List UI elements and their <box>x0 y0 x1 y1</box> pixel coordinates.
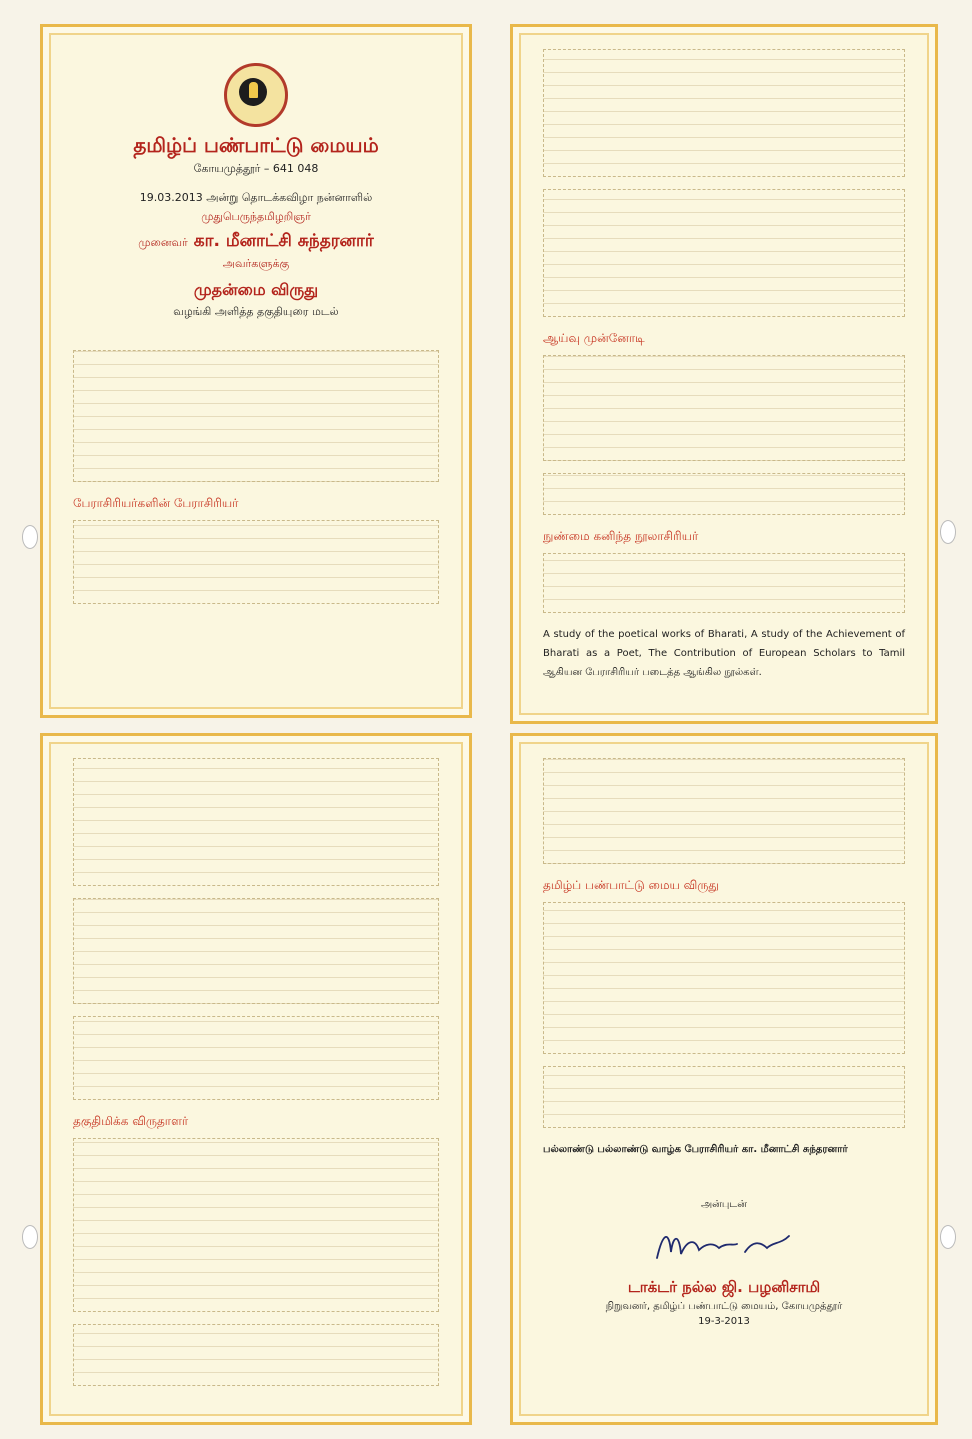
binder-hole <box>22 1225 38 1249</box>
sign-off: அன்புடன் <box>701 1199 747 1210</box>
english-works-paragraph: A study of the poetical works of Bharati, A study of the Achievement of Bharati as a Poet, The Contribution of European Scholars to Tamil ஆகியன பேராசிரியர் படைத்த ஆங்கில நூல்கள். <box>543 629 905 678</box>
paragraph-illegible <box>73 758 439 886</box>
paragraph-illegible <box>543 189 905 317</box>
paragraph-illegible <box>73 350 439 482</box>
paragraph-illegible <box>543 473 905 515</box>
paragraph-illegible <box>543 355 905 461</box>
section-heading: ஆய்வு முன்னோடி <box>543 331 645 345</box>
award-title: முதன்மை விருது <box>193 280 319 299</box>
signature-block <box>543 1199 905 1327</box>
organization-title: தமிழ்ப் பண்பாட்டு மையம் <box>133 133 379 157</box>
handwritten-signature <box>649 1222 799 1268</box>
to-line: அவர்களுக்கு <box>222 257 290 270</box>
binder-hole <box>22 525 38 549</box>
paragraph-illegible <box>73 898 439 1004</box>
panel-bottom-right <box>510 733 938 1425</box>
organization-city: கோயமுத்தூர் – 641 048 <box>193 162 319 175</box>
honoree-name: கா. மீனாட்சி சுந்தரனார் <box>193 231 374 251</box>
paragraph-illegible <box>73 1016 439 1100</box>
signer-title: நிறுவனர், தமிழ்ப் பண்பாட்டு மையம், கோயமுத்தூர் <box>605 1301 843 1312</box>
binder-hole <box>940 1225 956 1249</box>
binder-hole <box>940 520 956 544</box>
date-line: 19.03.2013 அன்று தொடக்கவிழா நன்னாளில் <box>139 191 373 204</box>
closing-line: பல்லாண்டு பல்லாண்டு வாழ்க பேராசிரியர் கா. மீனாட்சி சுந்தரனார் <box>543 1144 848 1155</box>
section-heading: நுண்மை கனிந்த நூலாசிரியர் <box>543 529 699 543</box>
paragraph-illegible <box>543 758 905 864</box>
panel-bottom-left <box>40 733 472 1425</box>
paragraph-illegible <box>543 902 905 1054</box>
paragraph-illegible <box>73 520 439 604</box>
honor-line: முதுபெருந்தமிழறிஞர் <box>201 210 311 223</box>
paragraph-illegible <box>73 1138 439 1312</box>
paragraph-illegible <box>73 1324 439 1386</box>
paragraph-illegible <box>543 1066 905 1128</box>
panel-top-left <box>40 24 472 718</box>
section-heading: தமிழ்ப் பண்பாட்டு மைய விருது <box>543 878 719 892</box>
paragraph-illegible <box>543 553 905 613</box>
honoree-prefix: முனைவர் <box>138 236 188 249</box>
section-heading: பேராசிரியர்களின் பேராசிரியர் <box>73 496 239 510</box>
paragraph-illegible <box>543 49 905 177</box>
panel-top-right <box>510 24 938 724</box>
citation-line: வழங்கி அளித்த தகுதியுரை மடல் <box>173 305 339 318</box>
signer-name: டாக்டர் நல்ல ஜி. பழனிசாமி <box>627 1278 821 1296</box>
section-heading: தகுதிமிக்க விருதாளர் <box>73 1114 189 1128</box>
sign-date: 19-3-2013 <box>698 1316 750 1327</box>
honoree-name-line <box>73 231 439 253</box>
organization-seal <box>224 63 288 127</box>
